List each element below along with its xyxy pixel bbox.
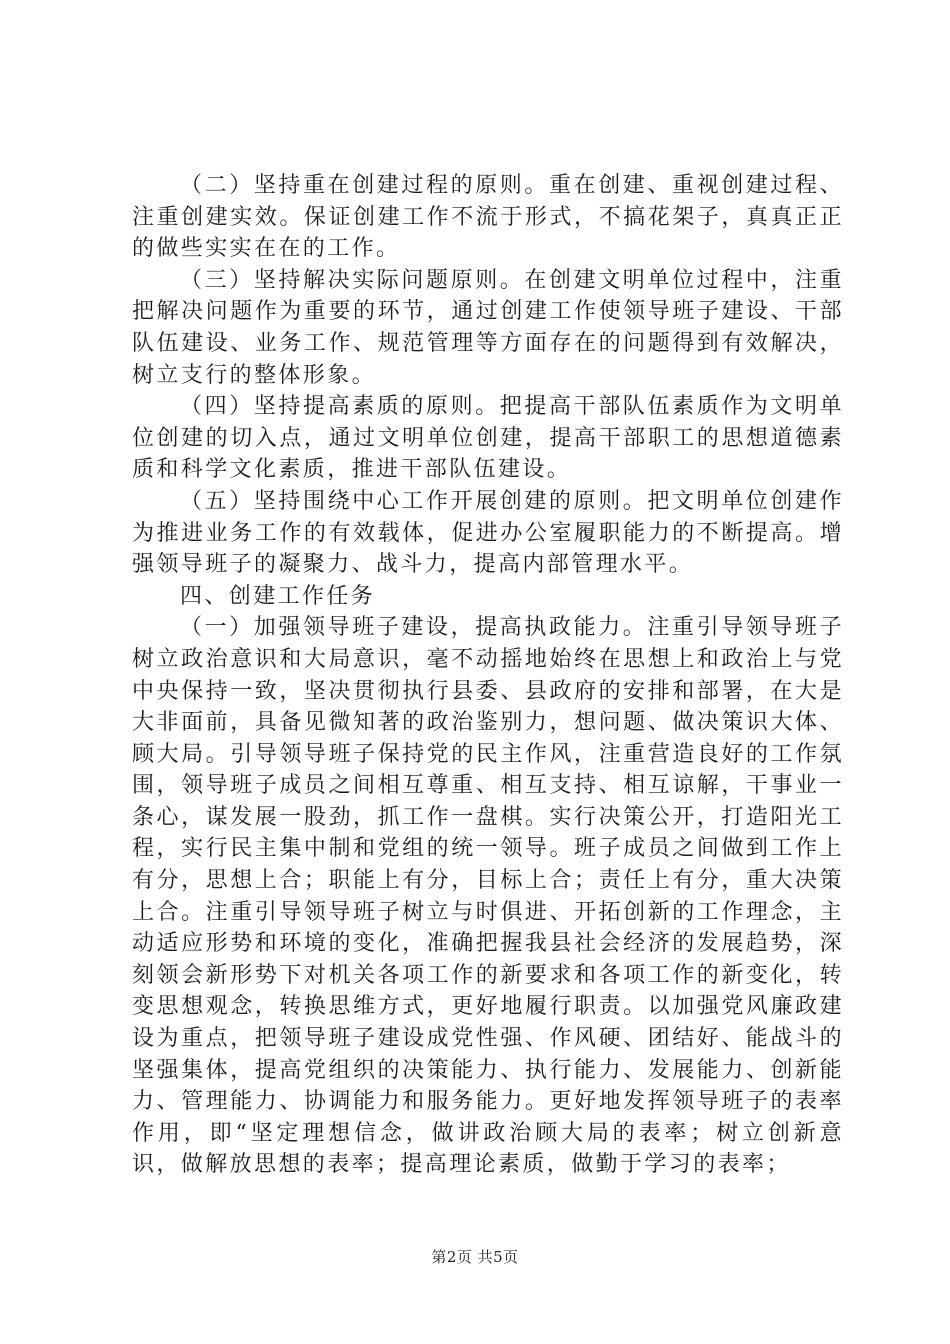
paragraph-task-1: （一）加强领导班子建设，提高执政能力。注重引导领导班子树立政治意识和大局意识，毫不动摇地始终在思想上和政治上与党中央保持一致，坚决贯彻执行县委、县政府的安排和部署，在大是大非面前，具备见微知著的政治鉴别力，想问题、做决策识大体、顾大局。引导领导班子保持党的民主作风，注重营造良好的工作氛围，领导班子成员之间相互尊重、相互支持、相互谅解，干事业一条心，谋发展一股劲，抓工作一盘棋。实行决策公开，打造阳光工程，实行民主集中制和党组的统一领导。班子成员之间做到工作上有分，思想上合；职能上有分，目标上合；责任上有分，重大决策上合。注重引导领导班子树立与时俱进、开拓创新的工作理念，主动适应形势和环境的变化，准确把握我县社会经济的发展趋势，深刻领会新形势下对机关各项工作的新要求和各项工作的新变化，转变思想观念，转换思维方式，更好地履行职责。以加强党风廉政建设为重点，把领导班子建设成党性强、作风硬、团结好、能战斗的坚强集体，提高党组织的决策能力、执行能力、发展能力、创新能力、管理能力、协调能力和服务能力。更好地发挥领导班子的表率作用，即“坚定理想信念，做讲政治顾大局的表率；树立创新意识，做解放思想的表率；提高理论素质，做勤于学习的表率； [132, 615, 844, 1178]
document-body [132, 170, 844, 1181]
section-heading-tasks: 四、创建工作任务 [180, 583, 376, 609]
paragraph-principle-5: （五）坚持围绕中心工作开展创建的原则。把文明单位创建作为推进业务工作的有效载体，促进办公室履职能力的不断提高。增强领导班子的凝聚力、战斗力，提高内部管理水平。 [132, 488, 844, 578]
paragraph-principle-3: （三）坚持解决实际问题原则。在创建文明单位过程中，注重把解决问题作为重要的环节，通过创建工作使领导班子建设、干部队伍建设、业务工作、规范管理等方面存在的问题得到有效解决，树立支行的整体形象。 [132, 267, 844, 388]
paragraph-principle-4: （四）坚持提高素质的原则。把提高干部队伍素质作为文明单位创建的切入点，通过文明单位创建，提高干部职工的思想道德素质和科学文化素质，推进干部队伍建设。 [132, 394, 844, 483]
page-number-footer: 第2页 共5页 [431, 1248, 519, 1266]
paragraph-principle-2: （二）坚持重在创建过程的原则。重在创建、重视创建过程、注重创建实效。保证创建工作不流于形式，不搞花架子，真真正正的做些实实在在的工作。 [132, 173, 844, 262]
